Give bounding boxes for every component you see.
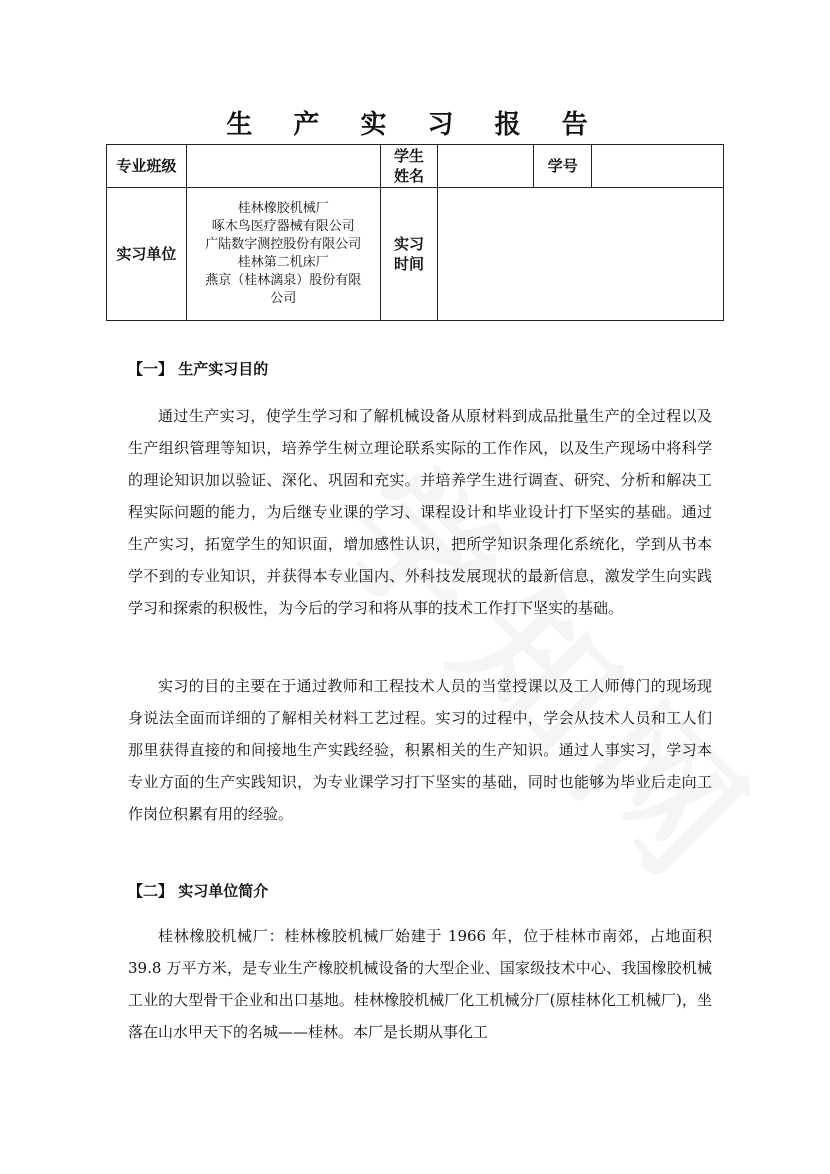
time-label-line2: 时间 (394, 255, 425, 273)
student-id-label: 学号 (534, 145, 592, 188)
major-class-label: 专业班级 (107, 145, 187, 188)
unit-item: 啄木鸟医疗器械有限公司 (211, 219, 355, 234)
table-row (107, 188, 724, 321)
unit-item: 公司 (270, 291, 297, 306)
info-table (106, 144, 724, 321)
student-name-label-line1: 学生 (394, 147, 425, 165)
table-row (107, 145, 724, 188)
unit-label: 实习单位 (107, 188, 187, 321)
student-name-value (438, 145, 534, 188)
section-heading: 【二】 实习单位简介 (128, 882, 269, 900)
time-label-line1: 实习 (394, 235, 425, 253)
paragraph: 桂林橡胶机械厂：桂林橡胶机械厂始建于 1966 年，位于桂林市南郊，占地面积 39.8 万平方米，是专业生产橡胶机械设备的大型企业、国家级技术中心、我国橡胶机械工业的大型骨干企业和出口基地。桂林橡胶机械厂化工机械分厂(原桂林化工机械厂)，坐落在山水甲天下的名城——桂林。本厂是长期从事化工 (128, 927, 712, 1041)
unit-item: 广陆数字测控股份有限公司 (205, 237, 362, 252)
major-class-value (186, 145, 380, 188)
student-id-value (592, 145, 724, 188)
unit-list (186, 188, 380, 321)
time-label (380, 188, 438, 321)
paragraph: 实习的目的主要在于通过教师和工程技术人员的当堂授课以及工人师傅门的现场现身说法全面而详细的了解相关材料工艺过程。实习的过程中，学会从技术人员和工人们那里获得直接的和间接地生产实践经验，积累相关的生产知识。通过人事实习，学习本专业方面的生产实践知识，为专业课学习打下坚实的基础，同时也能够为毕业后走向工作岗位积累有用的经验。 (128, 677, 712, 823)
unit-item: 桂林第二机床厂 (237, 255, 329, 270)
student-name-label-line2: 姓名 (394, 167, 425, 185)
unit-item: 燕京（桂林漓泉）股份有限 (205, 273, 362, 288)
section-heading: 【一】 生产实习目的 (128, 360, 269, 378)
page-title: 生 产 实 习 报 告 (226, 110, 604, 140)
paragraph: 通过生产实习，使学生学习和了解机械设备从原材料到成品批量生产的全过程以及生产组织管理等知识，培养学生树立理论联系实际的工作作风，以及生产现场中将科学的理论知识加以验证、深化、巩固和充实。并培养学生进行调查、研究、分析和解决工程实际问题的能力，为后继专业课的学习、课程设计和毕业设计打下坚实的基础。通过生产实习，拓宽学生的知识面，增加感性认识，把所学知识条理化系统化，学到从书本学不到的专业知识，并获得本专业国内、外科技发展现状的最新信息，激发学生向实践学习和探索的积极性，为今后的学习和将从事的技术工作打下坚实的基础。 (128, 407, 712, 617)
student-name-label (380, 145, 438, 188)
unit-item: 桂林橡胶机械厂 (237, 201, 329, 216)
time-value (438, 188, 724, 321)
